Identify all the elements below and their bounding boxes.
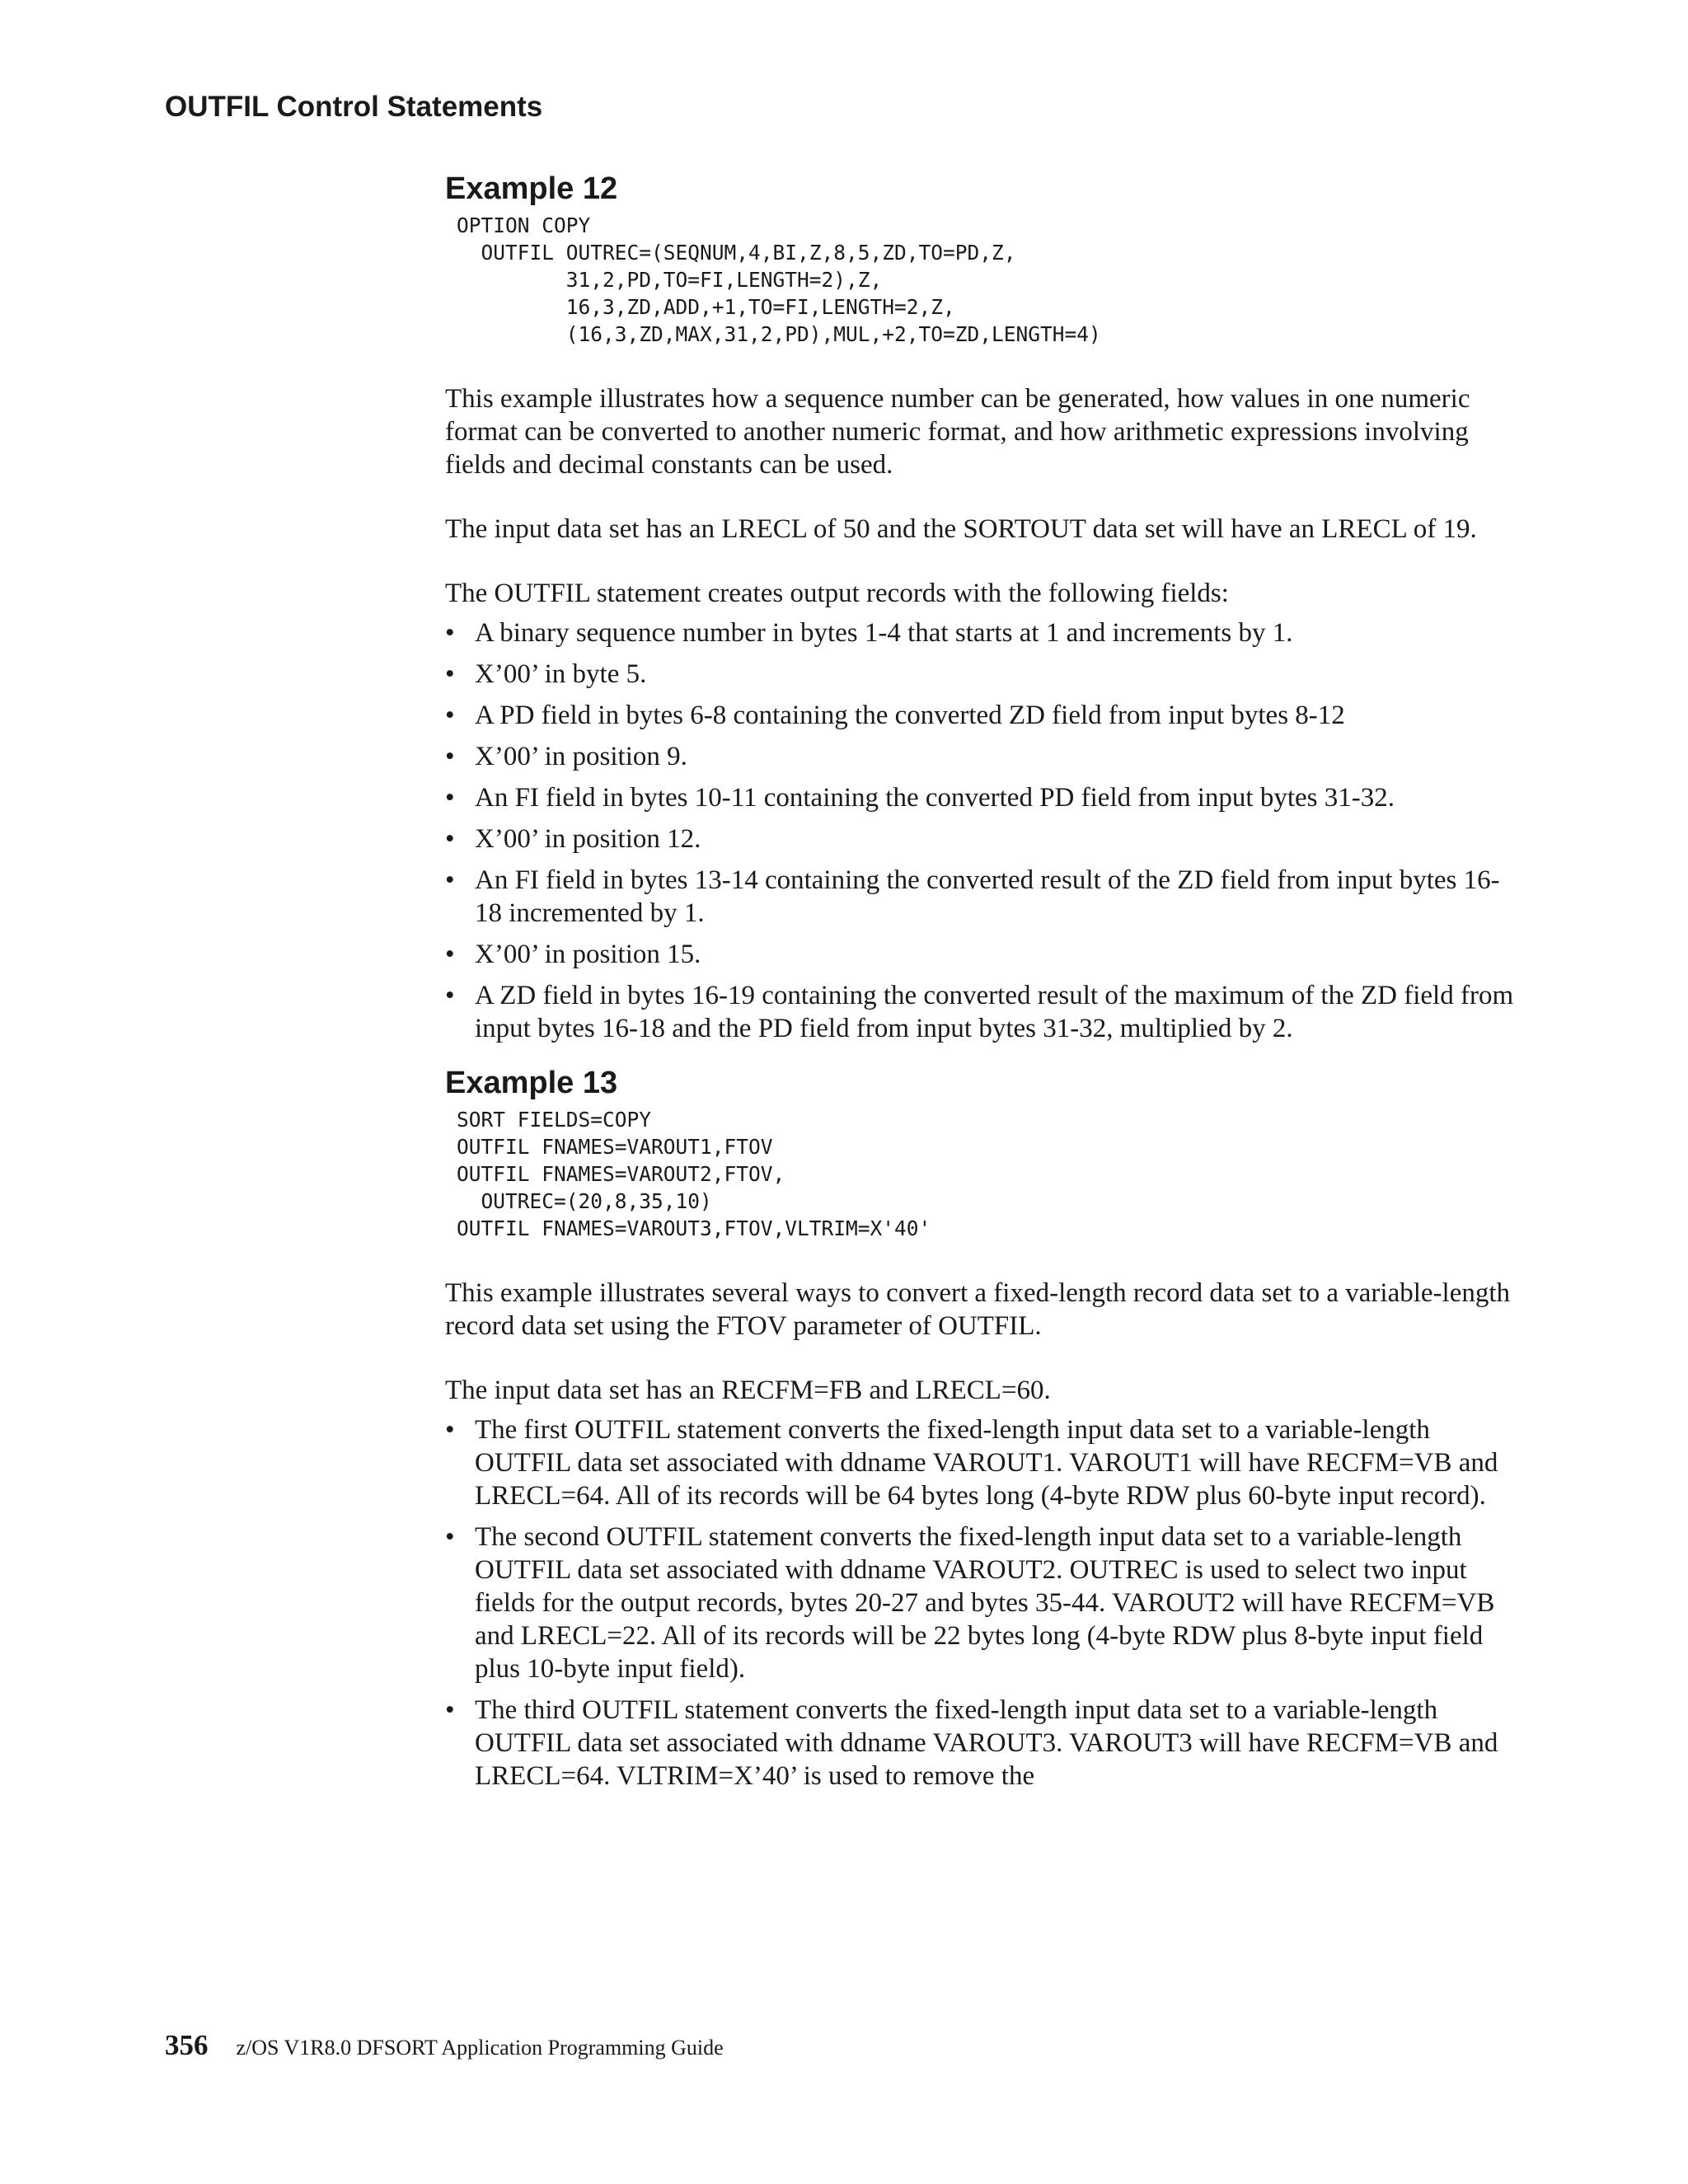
example-13-heading: Example 13 — [445, 1066, 618, 1100]
example-12-field-list — [445, 616, 1517, 1045]
example-12-code: OPTION COPY OUTFIL OUTREC=(SEQNUM,4,BI,Z,8,5,ZD,TO=PD,Z, 31,2,PD,TO=FI,LENGTH=2),Z, 16,3,ZD,ADD,+1,TO=FI,LENGTH=2,Z, (16,3,ZD,MAX,31,2,PD),MUL,+2,TO=ZD,LENGTH=4) — [457, 213, 1101, 346]
list-item: • A ZD field in bytes 16-19 containing the converted result of the maximum of the ZD field from input bytes 16-18 and the PD field from input bytes 31-32, multiplied by 2. — [445, 981, 1514, 1043]
guide-title: z/OS V1R8.0 DFSORT Application Programming Guide — [236, 2036, 724, 2060]
example-13-section — [445, 1063, 1517, 1793]
list-item: • An FI field in bytes 13-14 containing the converted result of the ZD field from input bytes 16-18 incremented by 1. — [445, 865, 1500, 928]
example-12-paragraph-1: This example illustrates how a sequence number can be generated, how values in one numeric format can be converted to another numeric format, and how arithmetic expressions involving fields and decimal constants can be used. — [445, 384, 1470, 480]
example-12-paragraph-2: The input data set has an LRECL of 50 and the SORTOUT data set will have an LRECL of 19. — [445, 514, 1477, 544]
example-12-section — [445, 169, 1517, 1045]
list-item: • The third OUTFIL statement converts the fixed-length input data set to a variable-length OUTFIL data set associated with ddname VAROUT3. VAROUT3 will have RECFM=VB and LRECL=64. VLTRIM=X’40’ is used to remove the — [445, 1695, 1498, 1791]
list-item: • An FI field in bytes 10-11 containing the converted PD field from input bytes 31-32. — [445, 783, 1395, 813]
example-12-paragraph-3: The OUTFIL statement creates output records with the following fields: — [445, 579, 1229, 608]
example-12-heading: Example 12 — [445, 171, 618, 206]
example-13-code: SORT FIELDS=COPY OUTFIL FNAMES=VAROUT1,FTOV OUTFIL FNAMES=VAROUT2,FTOV, OUTREC=(20,8,35,10) OUTFIL FNAMES=VAROUT3,FTOV,VLTRIM=X'40' — [457, 1108, 931, 1240]
example-13-statement-list — [445, 1413, 1517, 1793]
list-item: • X’00’ in byte 5. — [445, 659, 647, 689]
list-item: • X’00’ in position 12. — [445, 824, 701, 854]
example-13-paragraph-2: The input data set has an RECFM=FB and LRECL=60. — [445, 1376, 1051, 1405]
list-item: • X’00’ in position 15. — [445, 940, 701, 969]
list-item: • The second OUTFIL statement converts the fixed-length input data set to a variable-length OUTFIL data set associated with ddname VAROUT2. OUTREC is used to select two input fields for the output records, bytes 20-27 and bytes 35-44. VAROUT2 will have RECFM=VB and LRECL=22. All of its records will be 22 bytes long (4-byte RDW plus 8-byte input field plus 10-byte input field). — [445, 1522, 1495, 1684]
list-item: • X’00’ in position 9. — [445, 742, 687, 771]
page-number: 356 — [165, 2029, 209, 2061]
page-content — [445, 169, 1517, 1801]
example-13-paragraph-1: This example illustrates several ways to convert a fixed-length record data set to a variable-length record data set using the FTOV parameter of OUTFIL. — [445, 1278, 1511, 1341]
running-header-title: OUTFIL Control Statements — [165, 91, 543, 123]
page-footer — [165, 2029, 724, 2062]
list-item: • The first OUTFIL statement converts the fixed-length input data set to a variable-length OUTFIL data set associated with ddname VAROUT1. VAROUT1 will have RECFM=VB and LRECL=64. All of its records will be 64 bytes long (4-byte RDW plus 60-byte input record). — [445, 1415, 1498, 1511]
list-item: • A PD field in bytes 6-8 containing the converted ZD field from input bytes 8-12 — [445, 701, 1345, 730]
list-item: • A binary sequence number in bytes 1-4 that starts at 1 and increments by 1. — [445, 618, 1293, 648]
